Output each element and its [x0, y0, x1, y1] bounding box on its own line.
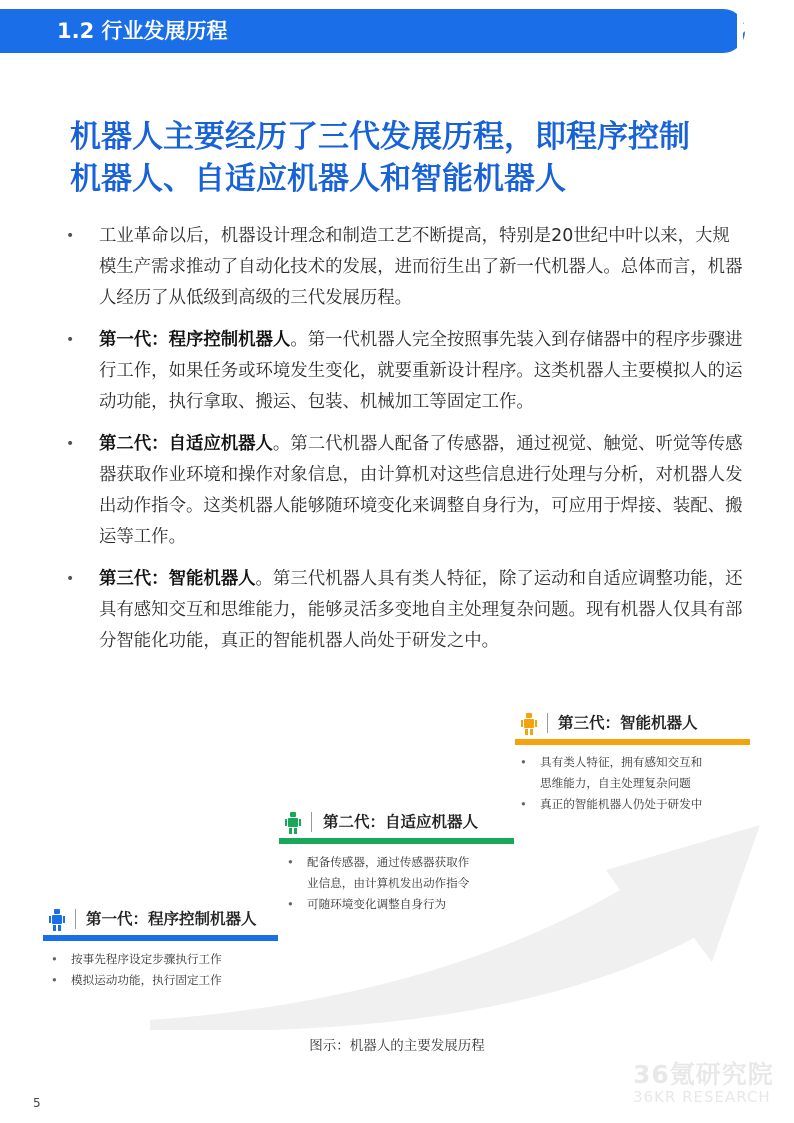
watermark-cn: 36氪研究院 [633, 1060, 774, 1089]
robot-icon [49, 909, 65, 931]
list-item: • 可随环境变化调整自身行为 [287, 897, 447, 911]
title-separator [311, 812, 312, 832]
page-title [70, 116, 750, 200]
list-item: • 模拟运动功能，执行固定工作 [51, 973, 222, 987]
body-bullet-list [66, 221, 746, 668]
bullet-bold: 第一代：程序控制机器人 [99, 330, 291, 350]
gen3-title: 第三代：智能机器人 [558, 714, 698, 732]
section-title: 1.2 行业发展历程 [57, 19, 228, 43]
gen2-bar [279, 838, 514, 844]
bullet-bold: 第三代：智能机器人 [99, 569, 256, 589]
robot-icon [285, 812, 301, 834]
bullet-item [66, 221, 746, 314]
bullet-dot-icon: • [66, 228, 75, 244]
bullet-text: 。第一代机器人完全按照事先装入到存储器中的程序步骤进行工作，如果任务或环境发生变化，就要重新设计程序。这类机器人主要模拟人的运动功能，执行拿取、搬运、包装、机械加工等固定工作。 [99, 330, 743, 412]
robot-icon [521, 713, 537, 735]
list-item: 业信息，由计算机发出动作指令 [307, 876, 470, 890]
bullet-dot-icon: • [66, 571, 75, 587]
bullet-item [66, 325, 746, 418]
bullet-text: 工业革命以后，机器设计理念和制造工艺不断提高，特别是20世纪中叶以来，大规模生产需求推动了自动化技术的发展，进而衍生出了新一代机器人。总体而言，机器人经历了从低级到高级的三代发展历程。 [99, 226, 743, 308]
gen3-bar [515, 739, 750, 745]
bullet-dot-icon: • [66, 332, 75, 348]
title-separator [75, 909, 76, 929]
list-item: • 按事先程序设定步骤执行工作 [51, 952, 222, 966]
gen1-list [51, 949, 276, 991]
bullet-item [66, 564, 746, 657]
page-number: 5 [33, 1096, 41, 1110]
svg-text:36: 36 [694, 17, 731, 47]
bullet-text: 。第三代机器人具有类人特征，除了运动和自适应调整功能，还具有感知交互和思维能力，能够灵活多变地自主处理复杂问题。现有机器人仅具有部分智能化功能，真正的智能机器人尚处于研发之中。 [99, 569, 743, 651]
list-item: • 配备传感器，通过传感器获取作 [287, 855, 470, 869]
figure-caption: 图示：机器人的主要发展历程 [309, 1038, 485, 1054]
gen1-title: 第一代：程序控制机器人 [86, 910, 257, 928]
bullet-item [66, 429, 746, 553]
list-item: • 具有类人特征，拥有感知交互和 [520, 755, 703, 769]
bullet-bold: 第二代：自适应机器人 [99, 434, 273, 454]
gen2-list [287, 852, 512, 915]
list-item: • 真正的智能机器人仍处于研发中 [520, 797, 703, 811]
gen1-bar [43, 935, 278, 941]
title-separator [547, 713, 548, 733]
gen2-title: 第二代：自适应机器人 [323, 813, 479, 831]
bullet-dot-icon: • [66, 436, 75, 452]
bullet-text: 。第二代机器人配备了传感器，通过视觉、触觉、听觉等传感器获取作业环境和操作对象信息，由计算机对这些信息进行处理与分析，对机器人发出动作指令。这类机器人能够随环境变化来调整自身行为，可应用于焊接、装配、搬运等工作。 [99, 434, 743, 547]
page-title-line2: 机器人、自适应机器人和智能机器人 [70, 161, 566, 197]
watermark-en: 36KR RESEARCH [633, 1088, 771, 1106]
page-title-line1: 机器人主要经历了三代发展历程，即程序控制 [70, 119, 690, 155]
gen3-list [520, 752, 740, 815]
list-item: 思维能力，自主处理复杂问题 [540, 776, 691, 790]
36kr-logo [688, 0, 794, 56]
